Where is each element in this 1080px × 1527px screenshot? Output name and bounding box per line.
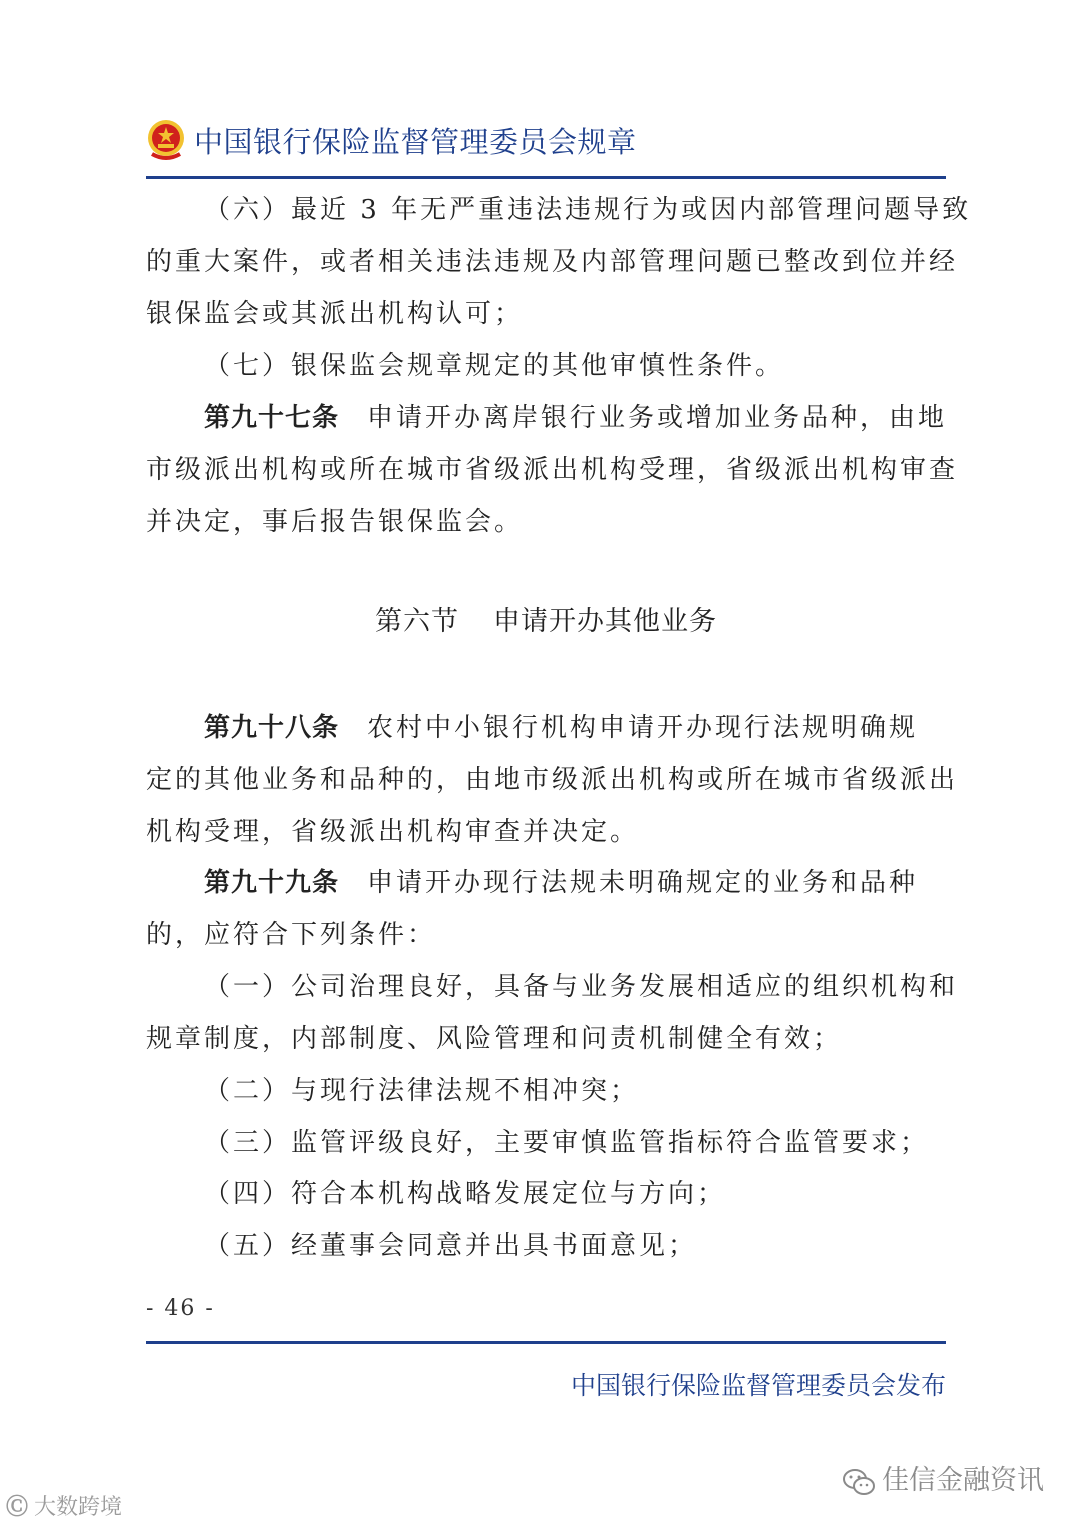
header-title: 中国银行保险监督管理委员会规章: [194, 125, 637, 159]
article-97-text: 申请开办离岸银行业务或增加业务品种，由地: [367, 403, 948, 433]
page-number: - 46 -: [146, 1296, 215, 1321]
condition-item: （五）经董事会同意并出具书面意见；: [204, 1231, 698, 1261]
wechat-icon: [842, 1467, 876, 1497]
text-line: 并决定，事后报告银保监会。: [146, 507, 524, 537]
watermark-right-text: 佳信金融资讯: [882, 1465, 1044, 1496]
text-line: 的重大案件，或者相关违法违规及内部管理问题已整改到位并经: [146, 247, 959, 277]
article-97-line: [204, 401, 946, 435]
article-99-label: 第九十九条: [204, 868, 340, 898]
article-99-line: [204, 866, 946, 900]
watermark-right: [842, 1458, 1044, 1497]
text-line: （七）银保监会规章规定的其他审慎性条件。: [204, 351, 785, 381]
text-line: 的，应符合下列条件：: [146, 920, 437, 950]
text-line: 市级派出机构或所在城市省级派出机构受理，省级派出机构审查: [146, 455, 959, 485]
national-emblem-icon: [146, 118, 186, 162]
text-line: 机构受理，省级派出机构审查并决定。: [146, 817, 640, 847]
text-line: 银保监会或其派出机构认可；: [146, 299, 524, 329]
watermark-logo-icon: Ⓒ: [6, 1495, 29, 1520]
section-number: 第六节: [375, 606, 459, 637]
article-98-label: 第九十八条: [204, 713, 340, 743]
article-97-label: 第九十七条: [204, 403, 340, 433]
footer-publisher: 中国银行保险监督管理委员会发布: [570, 1371, 946, 1400]
header-rule: [146, 176, 946, 179]
section-heading: [146, 604, 946, 640]
page-header: [146, 112, 946, 172]
article-99-text: 申请开办现行法规未明确规定的业务和品种: [367, 868, 919, 898]
condition-item: （四）符合本机构战略发展定位与方向；: [204, 1179, 727, 1209]
article-98-text: 农村中小银行机构申请开办现行法规明确规: [367, 713, 919, 743]
watermark-left: [6, 1490, 122, 1521]
condition-item: （二）与现行法律法规不相冲突；: [204, 1076, 640, 1106]
text-line: （六）最近 3 年无严重违法违规行为或因内部管理问题导致: [204, 195, 972, 225]
condition-item: （一）公司治理良好，具备与业务发展相适应的组织机构和: [204, 972, 959, 1002]
condition-item: 规章制度，内部制度、风险管理和问责机制健全有效；: [146, 1024, 843, 1054]
text-line: 定的其他业务和品种的，由地市级派出机构或所在城市省级派出: [146, 765, 959, 795]
article-98-line: [204, 711, 946, 745]
condition-item: （三）监管评级良好，主要审慎监管指标符合监管要求；: [204, 1128, 930, 1158]
section-title: 申请开办其他业务: [493, 606, 717, 637]
watermark-left-text: 大数跨境: [34, 1495, 123, 1520]
footer-rule: [146, 1341, 946, 1344]
